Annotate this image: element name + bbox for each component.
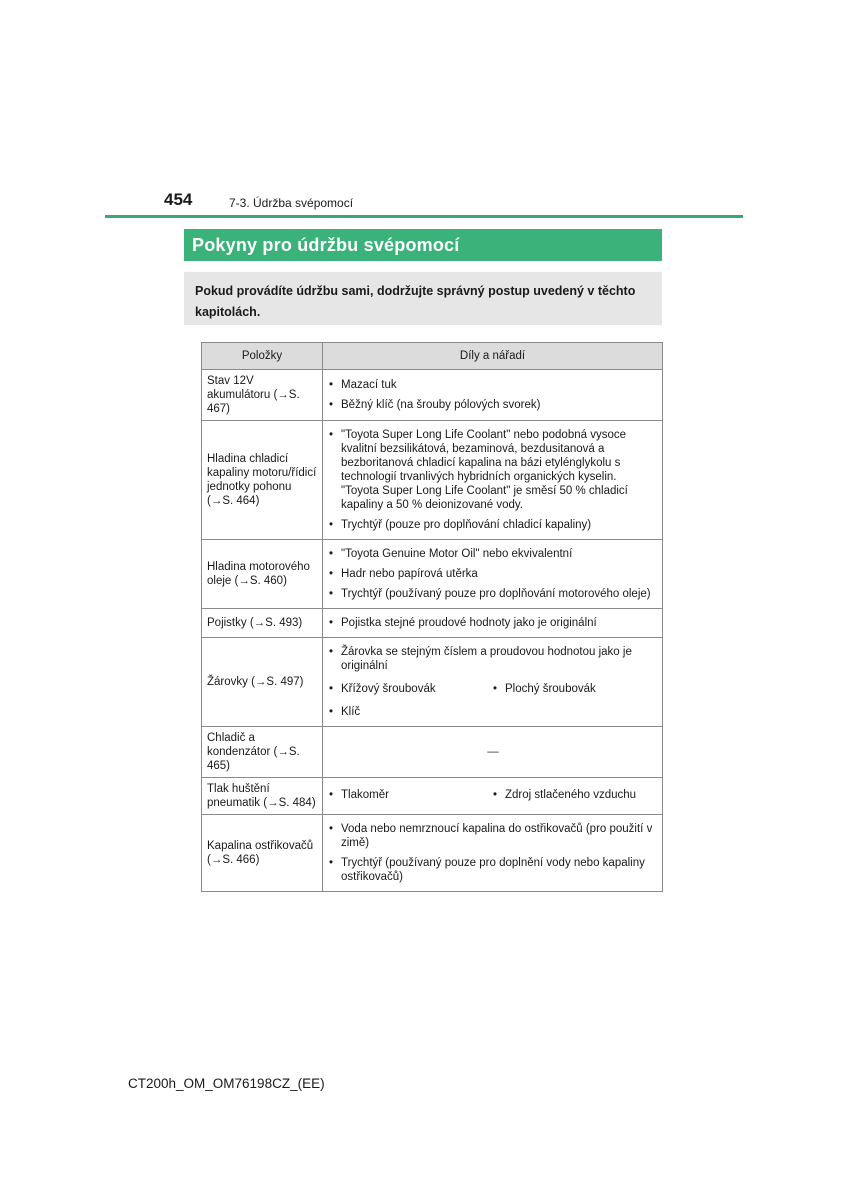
item-cell: Chladič a kondenzátor (→S. 465): [202, 727, 323, 778]
bullet: •: [493, 683, 498, 695]
parts-cell: [323, 540, 663, 609]
bullet: •: [329, 823, 334, 835]
bullet: •: [329, 568, 334, 580]
table-row: [202, 370, 663, 421]
list-item-text: "Toyota Super Long Life Coolant" nebo podobná vysoce kvalitní bezsilikátová, bezaminová, bezdusitanová a bezboritanová chladicí kapalina na bázi etylénglykolu s technologií trvanlivých hybridních organických kyselin. "Toyota Super Long Life Coolant" je směsí 50 % chladicí kapaliny a 50 % deionizované vody.: [341, 429, 628, 511]
table-header-row: [202, 343, 663, 370]
list-item-text: Plochý šroubovák: [505, 683, 596, 695]
list-item-pair: [329, 679, 657, 702]
list-item: [493, 682, 657, 699]
header-parts: Díly a nářadí: [323, 343, 663, 370]
table-row: [202, 638, 663, 727]
bullet: •: [329, 646, 334, 658]
list-item: [329, 587, 657, 601]
parts-cell: [323, 815, 663, 892]
item-cell: Stav 12V akumulátoru (→S. 467): [202, 370, 323, 421]
bullet: •: [329, 683, 334, 695]
bullet: •: [329, 379, 334, 391]
bullet: •: [493, 788, 498, 801]
table-row: [202, 727, 663, 778]
bullet: •: [329, 857, 334, 869]
list-item-text: Křížový šroubovák: [341, 683, 436, 695]
list-item: [329, 567, 657, 581]
bullet: •: [329, 617, 334, 629]
header-rule: [105, 215, 743, 218]
parts-cell: [323, 421, 663, 540]
table-row: [202, 778, 663, 815]
item-cell: Tlak huštění pneumatik (→S. 484): [202, 778, 323, 815]
list-item-text: Klíč: [341, 706, 361, 718]
list-item: [329, 645, 657, 673]
item-cell: Hladina chladicí kapaliny motoru/řídicí jednotky pohonu (→S. 464): [202, 421, 323, 540]
list-item: [329, 398, 657, 412]
list-item: [329, 616, 657, 630]
section-label: 7-3. Údržba svépomocí: [229, 196, 354, 210]
list-item-text: Mazací tuk: [341, 379, 397, 391]
item-cell: Kapalina ostřikovačů (→S. 466): [202, 815, 323, 892]
list-item: [329, 428, 657, 512]
list-item-text: Trychtýř (pouze pro doplňování chladicí kapaliny): [341, 519, 592, 531]
item-cell: Žárovky (→S. 497): [202, 638, 323, 727]
parts-cell: [323, 778, 663, 815]
list-item: [329, 856, 657, 884]
empty-dash: —: [323, 727, 663, 778]
list-item-text: Zdroj stlačeného vzduchu: [505, 788, 637, 801]
parts-cell: [323, 370, 663, 421]
list-item-text: Voda nebo nemrznoucí kapalina do ostřikovačů (pro použití v zimě): [341, 823, 653, 849]
bullet: •: [329, 548, 334, 560]
bullet: •: [329, 519, 334, 531]
parts-cell: [323, 609, 663, 638]
header-items: Položky: [202, 343, 323, 370]
list-item-text: Žárovka se stejným číslem a proudovou hodnotou jako je originální: [341, 646, 632, 672]
list-item-pair: [329, 785, 657, 808]
title-bar: [184, 229, 662, 261]
list-item: [329, 682, 493, 696]
bullet: •: [329, 399, 334, 411]
list-item: [329, 822, 657, 850]
list-item: [329, 788, 493, 802]
list-item-text: Tlakoměr: [341, 788, 389, 801]
list-item-text: Pojistka stejné proudové hodnoty jako je originální: [341, 617, 597, 629]
bullet: •: [329, 588, 334, 600]
list-item-text: Trychtýř (používaný pouze pro doplnění vody nebo kapaliny ostřikovačů): [341, 857, 645, 883]
item-cell: Hladina motorového oleje (→S. 460): [202, 540, 323, 609]
list-item: [329, 547, 657, 561]
page-title: Pokyny pro údržbu svépomocí: [192, 234, 460, 255]
table-row: [202, 609, 663, 638]
item-cell: Pojistky (→S. 493): [202, 609, 323, 638]
page-number: 454: [164, 190, 193, 209]
intro-box: Pokud provádíte údržbu sami, dodržujte správný postup uvedený v těchto kapitolách.: [184, 272, 662, 325]
table-row: [202, 421, 663, 540]
list-item-text: "Toyota Genuine Motor Oil" nebo ekvivalentní: [341, 548, 573, 560]
list-item: [329, 705, 657, 719]
list-item-text: Trychtýř (používaný pouze pro doplňování motorového oleje): [341, 588, 651, 600]
list-item-text: Hadr nebo papírová utěrka: [341, 568, 478, 580]
table-row: [202, 815, 663, 892]
bullet: •: [329, 706, 334, 718]
maintenance-table: [201, 342, 663, 892]
list-item: [493, 788, 657, 805]
bullet: •: [329, 429, 334, 441]
table-row: [202, 540, 663, 609]
list-item: [329, 518, 657, 532]
parts-cell: [323, 638, 663, 727]
list-item: [329, 378, 657, 392]
list-item-text: Běžný klíč (na šrouby pólových svorek): [341, 399, 541, 411]
bullet: •: [329, 788, 334, 801]
footer-code: CT200h_OM_OM76198CZ_(EE): [128, 1076, 325, 1091]
